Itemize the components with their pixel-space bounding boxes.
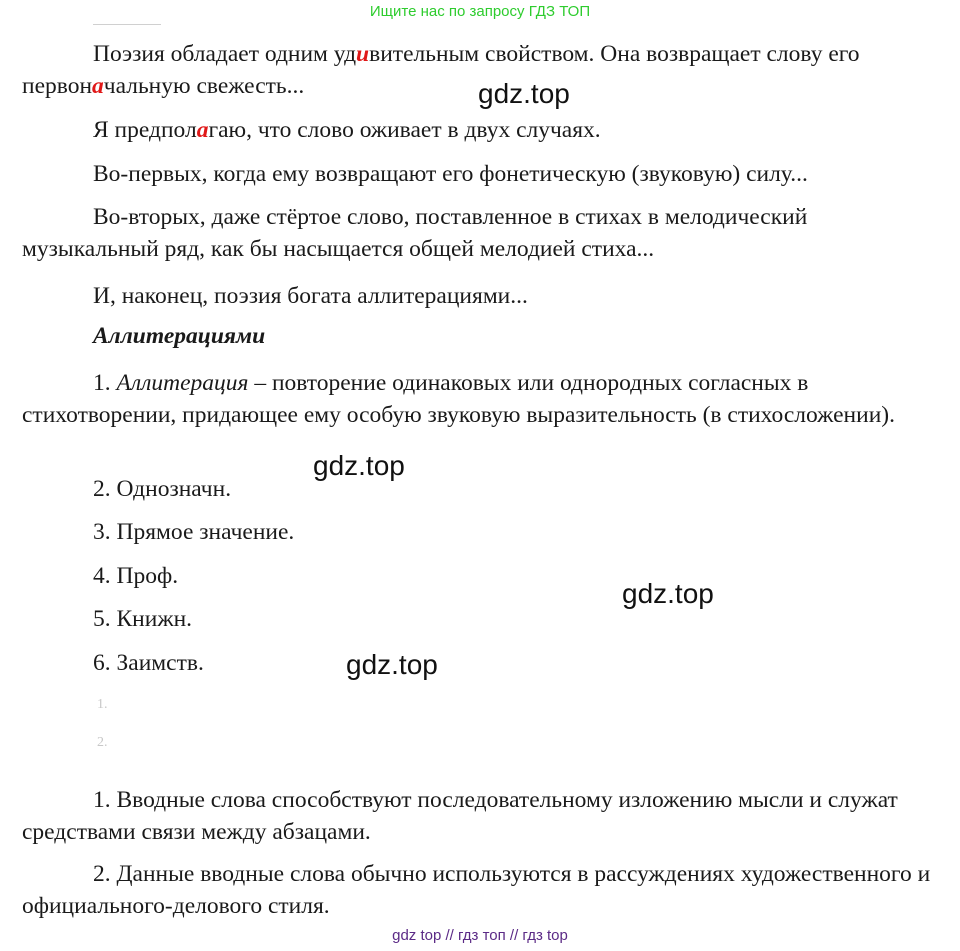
- definition-text: – повторение одинаковых или однородных согласных в стихотворении, придающее ему особую звуковую выразительность (в стихосложении).: [22, 370, 895, 428]
- text-run: Я предпол: [93, 117, 197, 143]
- watermark: gdz.top: [313, 450, 405, 481]
- answer-2: 2. Данные вводные слова обычно используются в рассуждениях художественного и официального-делового стиля.: [22, 861, 931, 919]
- list-item: 3. Прямое значение.: [93, 519, 295, 545]
- paragraph-5: И, наконец, поэзия богата аллитерациями...: [93, 283, 528, 309]
- list-item: 4. Проф.: [93, 563, 179, 589]
- faint-mark: 1.: [97, 697, 108, 712]
- divider: [93, 24, 161, 25]
- search-banner: Ищите нас по запросу ГДЗ ТОП: [369, 3, 591, 20]
- definition-term: Аллитерация: [116, 370, 249, 396]
- faint-mark: 2.: [97, 735, 108, 750]
- paragraph-3: Во-первых, когда ему возвращают его фонетическую (звуковую) силу...: [93, 161, 808, 187]
- list-item: 2. Однозначн.: [93, 476, 232, 502]
- text-run: гаю, что слово оживает в двух случаях.: [208, 117, 601, 143]
- text-run: н: [79, 73, 93, 99]
- definition-paragraph: [22, 367, 947, 431]
- highlighted-letter: а: [92, 73, 104, 99]
- footer-links: gdz top // гдз топ // гдз top: [392, 927, 568, 944]
- watermark: gdz.top: [346, 649, 438, 680]
- text-run: чальную свежесть...: [103, 73, 305, 99]
- highlighted-letter: а: [196, 117, 209, 143]
- paragraph-2: [22, 114, 947, 146]
- highlighted-letter: и: [356, 41, 370, 67]
- text-run: вительным свойством. Она возвращает слову его перво: [22, 41, 860, 99]
- answer-1: 1. Вводные слова способствуют последовательному изложению мысли и служат средствами связи между абзацами.: [22, 787, 898, 845]
- watermark: gdz.top: [478, 78, 570, 109]
- paragraph-4: Во-вторых, даже стёртое слово, поставленное в стихах в мелодический музыкальный ряд, как бы насыщается общей мелодией стиха...: [22, 204, 808, 262]
- text-run: Поэзия обладает одним уд: [93, 41, 357, 67]
- section-heading: Аллитерациями: [93, 323, 266, 349]
- list-item: 5. Книжн.: [93, 606, 193, 632]
- watermark: gdz.top: [622, 578, 714, 609]
- definition-number: 1.: [93, 370, 117, 396]
- list-item: 6. Заимств.: [93, 650, 204, 676]
